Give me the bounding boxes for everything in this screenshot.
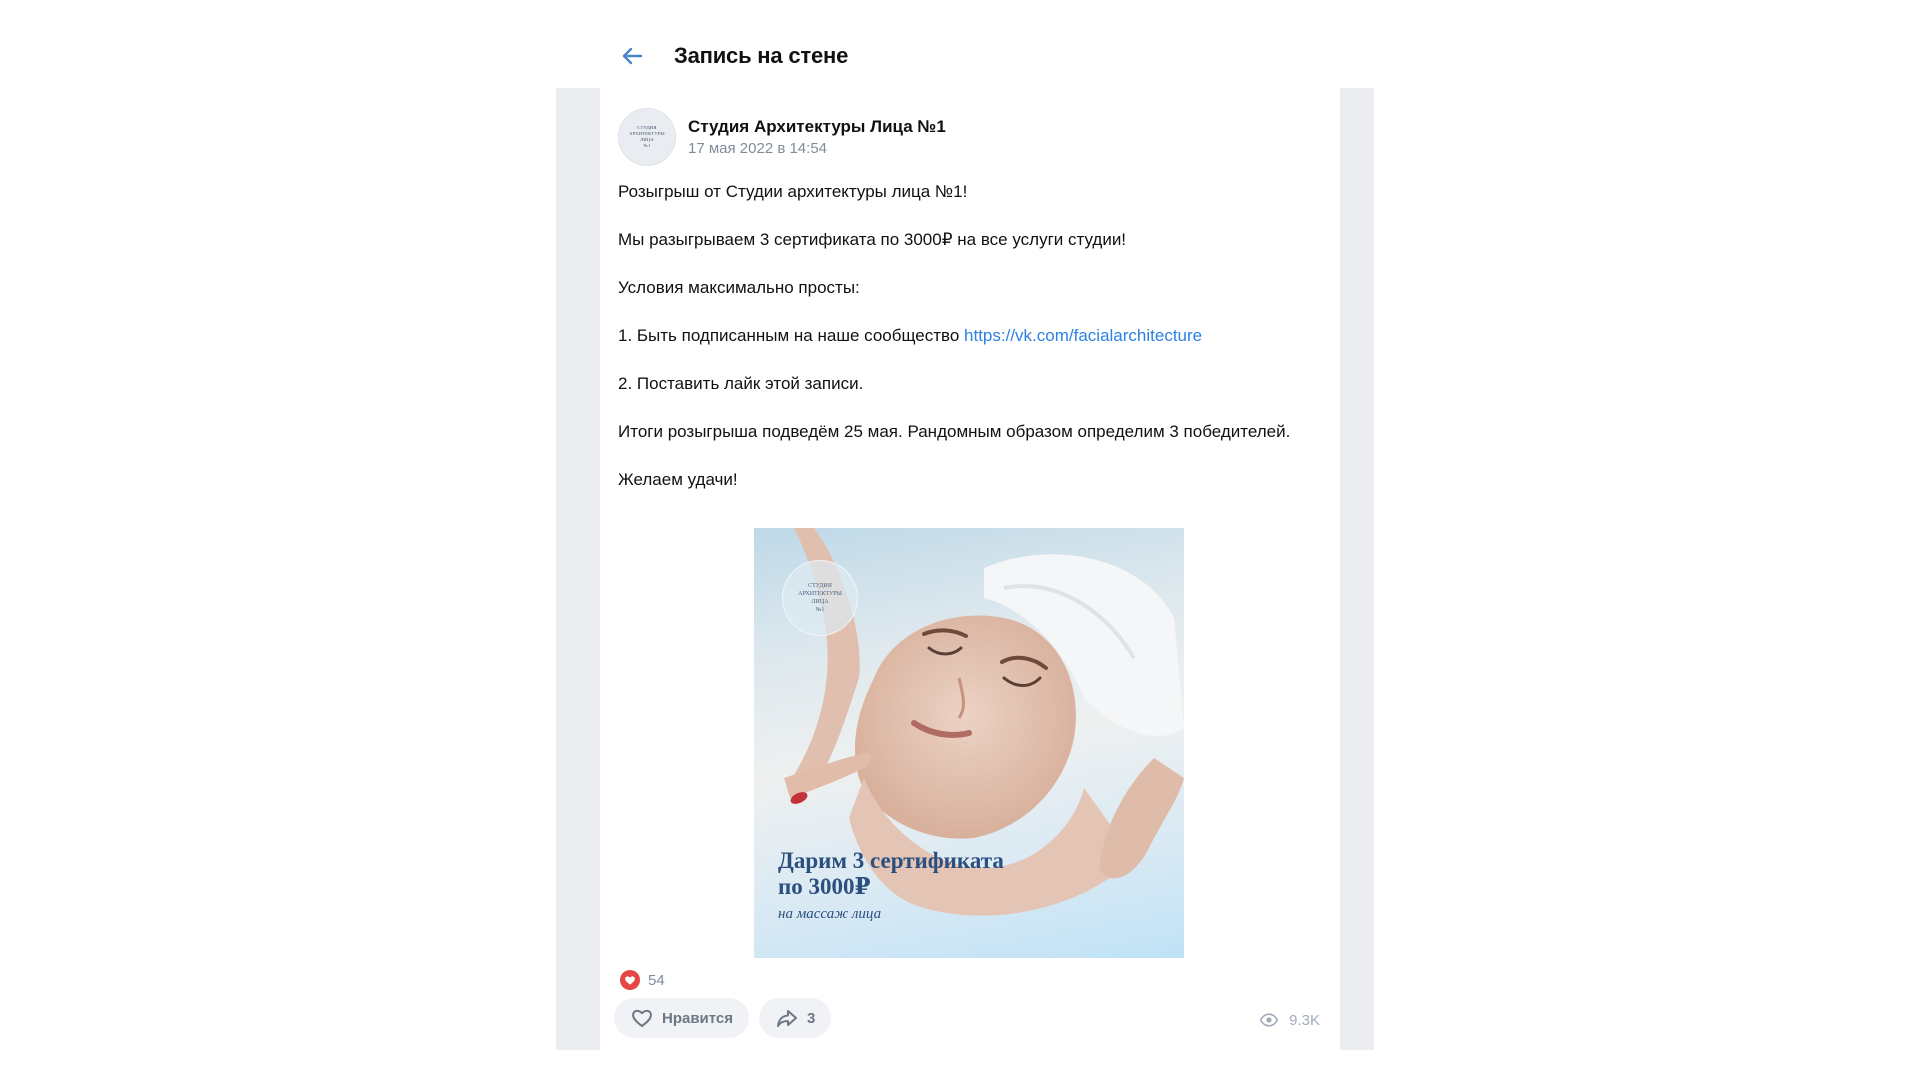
eye-icon: [1259, 1010, 1279, 1030]
post-paragraph-text: 1. Быть подписанным на наше сообщество: [618, 326, 965, 345]
logo-text: АРХИТЕКТУРЫ: [798, 591, 842, 597]
post-paragraph: Итоги розыгрыша подведём 25 мая. Рандомным образом определим 3 победителей.: [618, 422, 1291, 441]
avatar[interactable]: [618, 108, 676, 166]
share-button[interactable]: [759, 998, 831, 1038]
author-name[interactable]: Студия Архитектуры Лица №1: [688, 116, 946, 136]
avatar-text: ЛИЦА: [640, 137, 654, 142]
views-counter: [1259, 1010, 1320, 1030]
avatar-text: АРХИТЕКТУРЫ: [629, 131, 665, 136]
image-headline: Дарим 3 сертификата: [778, 848, 1004, 873]
post-paragraph: Розыгрыш от Студии архитектуры лица №1!: [618, 182, 968, 201]
image-tagline: на массаж лица: [778, 906, 882, 922]
page-header: [616, 36, 848, 76]
avatar-text: №1: [643, 143, 651, 148]
post-paragraph: [618, 324, 1318, 348]
post-actions: [614, 998, 831, 1038]
community-link[interactable]: https://vk.com/facialarchitecture: [964, 326, 1203, 345]
share-count: 3: [807, 1009, 816, 1027]
author-block: [688, 116, 946, 159]
post-image[interactable]: [754, 528, 1184, 958]
logo-text: СТУДИЯ: [808, 583, 832, 589]
heart-outline-icon: [630, 1006, 654, 1030]
studio-logo: [782, 560, 858, 636]
likes-count: 54: [648, 971, 665, 989]
post-date[interactable]: 17 мая 2022 в 14:54: [688, 139, 828, 157]
logo-text: ЛИЦА: [811, 599, 829, 605]
image-caption: [778, 848, 1004, 923]
likes-summary[interactable]: [620, 970, 665, 990]
heart-filled-icon: [620, 970, 640, 990]
post-paragraph: 2. Поставить лайк этой записи.: [618, 374, 864, 393]
share-arrow-icon: [775, 1006, 799, 1030]
post-text: [618, 180, 1318, 516]
views-count: 9.3K: [1289, 1011, 1320, 1029]
post-header: [618, 108, 946, 166]
post-paragraph: Условия максимально просты:: [618, 278, 860, 297]
image-subheadline: по 3000₽: [778, 874, 871, 899]
post-paragraph: Мы разыгрываем 3 сертификата по 3000₽ на все услуги студии!: [618, 230, 1127, 249]
arrow-left-icon: [620, 44, 644, 68]
page-title: Запись на стене: [674, 43, 849, 68]
logo-text: №1: [815, 607, 825, 613]
wall-post: [600, 88, 1340, 1050]
avatar-text: СТУДИЯ: [637, 125, 657, 130]
post-paragraph: Желаем удачи!: [618, 470, 738, 489]
back-button[interactable]: [616, 40, 648, 72]
like-button[interactable]: [614, 998, 749, 1038]
like-button-label: Нравится: [662, 1009, 734, 1027]
